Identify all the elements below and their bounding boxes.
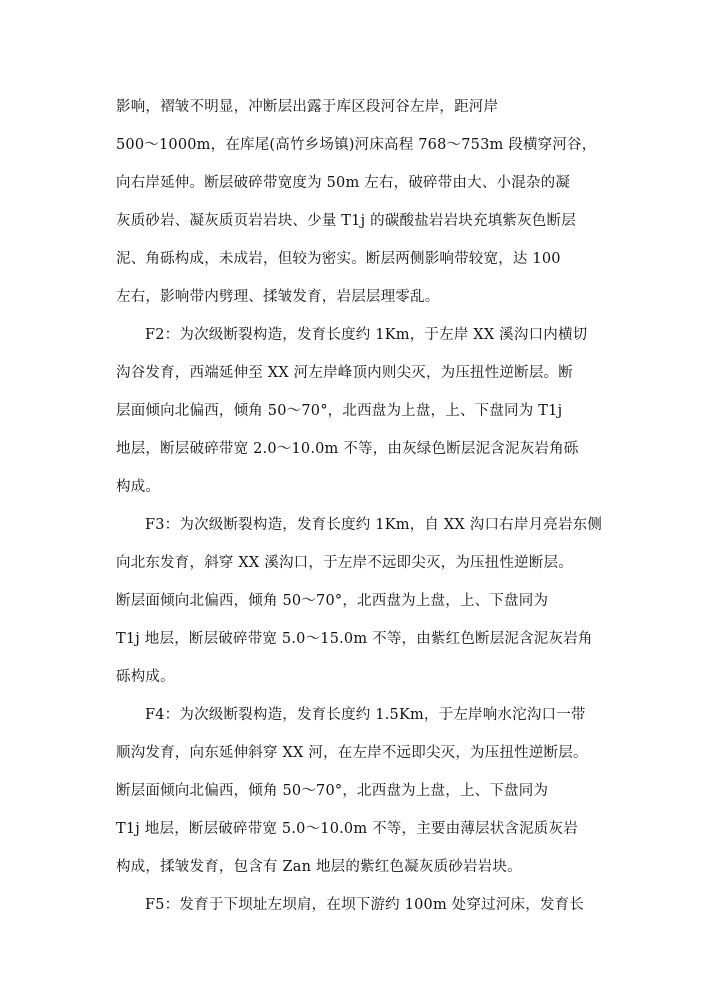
text-line: 断层面倾向北偏西，倾角 50～70°，北西盘为上盘，上、下盘同为 [116, 783, 549, 799]
text-line: 断层面倾向北偏西，倾角 50～70°，北西盘为上盘，上、下盘同为 [116, 593, 549, 609]
text-line: 地层，断层破碎带宽 2.0～10.0m 不等，由灰绿色断层泥含泥灰岩角砾 [116, 441, 579, 457]
text-line: F3：为次级断裂构造，发育长度约 1Km，自 XX 沟口右岸月亮岩东侧 [145, 517, 603, 533]
text-line: 向北东发育，斜穿 XX 溪沟口，于左岸不远即尖灭，为压扭性逆断层。 [116, 555, 573, 571]
text-line: 顺沟发育，向东延伸斜穿 XX 河，在左岸不远即尖灭，为压扭性逆断层。 [116, 745, 588, 761]
text-line: 构成。 [116, 479, 161, 495]
text-line: 沟谷发育，西端延伸至 XX 河左岸峰顶内则尖灭，为压扭性逆断层。断 [116, 365, 573, 381]
text-line: 构成，揉皱发育，包含有 Zan 地层的紫红色凝灰质砂岩岩块。 [116, 859, 522, 875]
text-line: 层面倾向北偏西，倾角 50～70°，北西盘为上盘，上、下盘同为 T1j [116, 403, 563, 419]
text-line: 影响，褶皱不明显，冲断层出露于库区段河谷左岸，距河岸 [116, 99, 499, 115]
text-line: 砾构成。 [116, 669, 175, 685]
text-line: 向右岸延伸。断层破碎带宽度为 50m 左右，破碎带由大、小混杂的凝 [116, 175, 571, 191]
text-line: 泥、角砾构成，未成岩，但较为密实。断层两侧影响带较宽，达 100 [116, 251, 561, 267]
text-line: F5：发育于下坝址左坝肩，在坝下游约 100m 处穿过河床，发育长 [145, 897, 585, 913]
text-line: F4：为次级断裂构造，发育长度约 1.5Km，于左岸响水沱沟口一带 [145, 707, 586, 723]
text-line: T1j 地层，断层破碎带宽 5.0～10.0m 不等，主要由薄层状含泥质灰岩 [116, 821, 578, 837]
text-line: T1j 地层，断层破碎带宽 5.0～15.0m 不等，由紫红色断层泥含泥灰岩角 [116, 631, 593, 647]
text-line: 灰质砂岩、凝灰质页岩岩块、少量 T1j 的碳酸盐岩岩块充填紫灰色断层 [116, 213, 576, 229]
text-line: F2：为次级断裂构造，发育长度约 1Km，于左岸 XX 溪沟口内横切 [145, 327, 588, 343]
text-line: 500～1000m，在库尾(高竹乡场镇)河床高程 768～753m 段横穿河谷， [116, 137, 597, 153]
text-line: 左右，影响带内劈理、揉皱发育，岩层层理零乱。 [116, 289, 440, 305]
